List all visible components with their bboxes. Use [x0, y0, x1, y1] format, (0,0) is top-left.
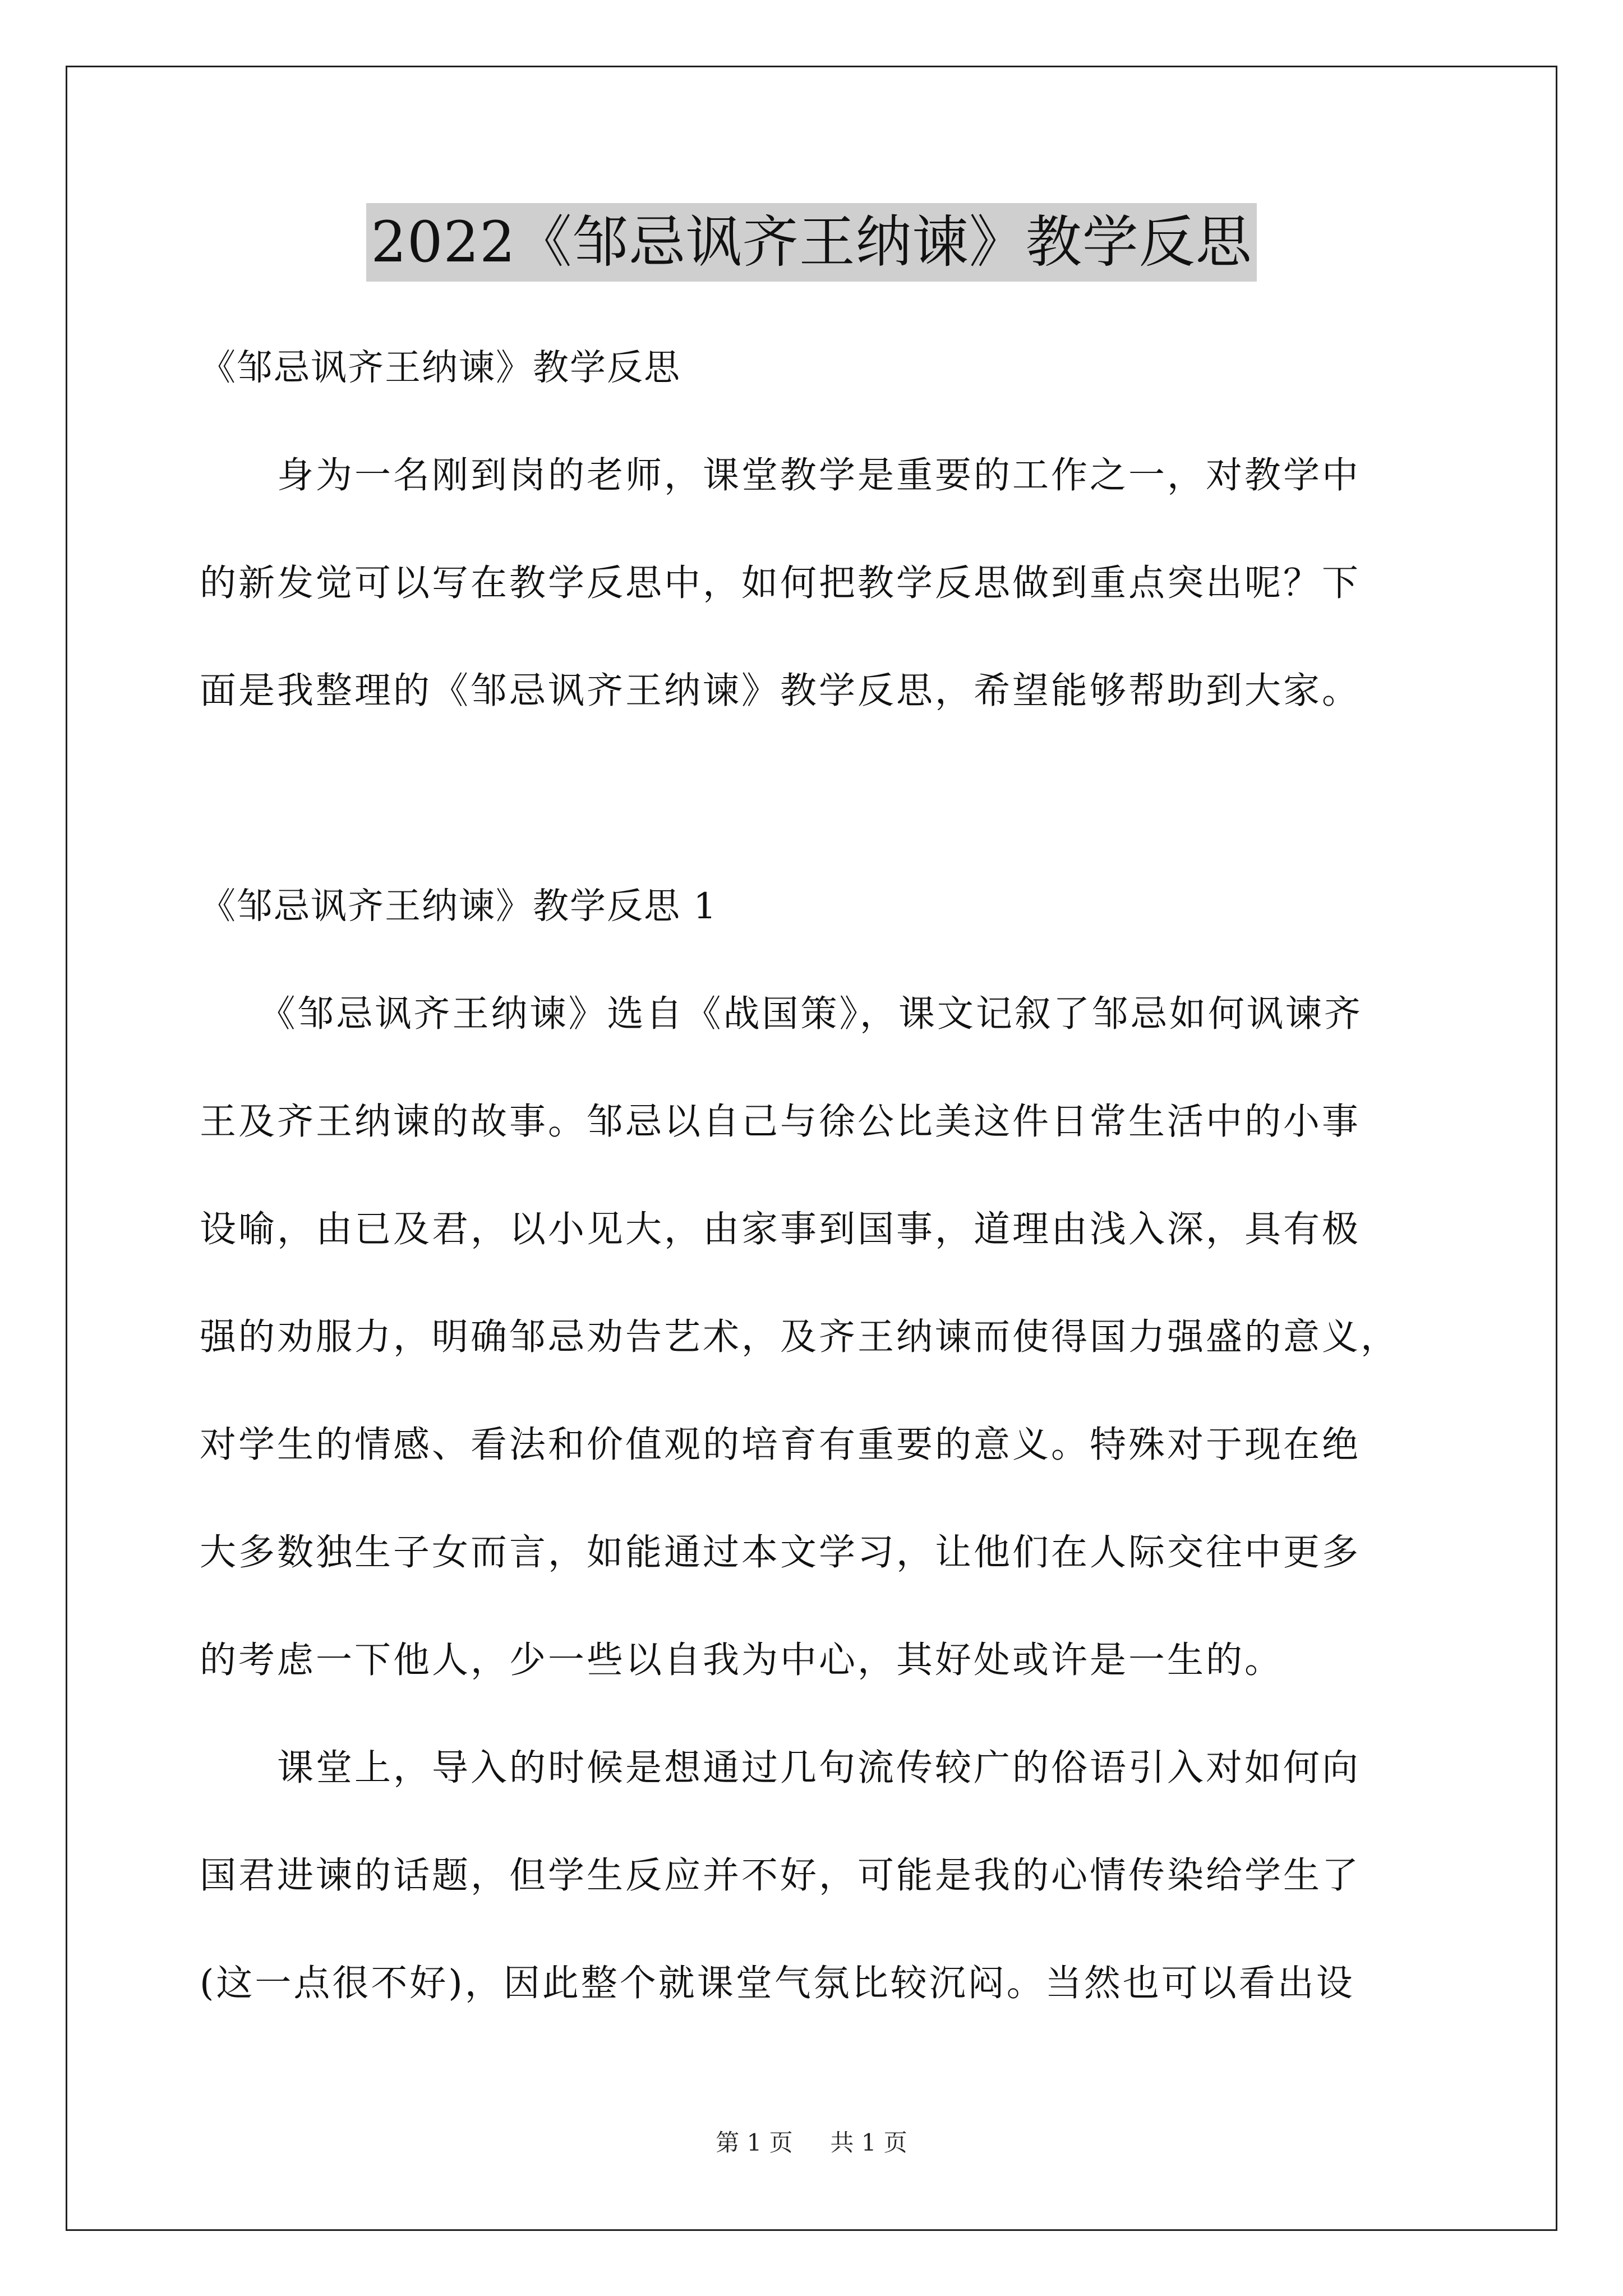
- page-number: 第 1 页: [716, 2129, 793, 2156]
- section-spacer: [200, 745, 1439, 853]
- intro-line: 面是我整理的《邹忌讽齐王纳谏》教学反思，希望能够帮助到大家。: [200, 670, 1361, 712]
- paragraph-line: 设喻，由已及君，以小见大，由家事到国事，道理由浅入深，具有极: [200, 1208, 1361, 1250]
- paragraph-line: 王及齐王纳谏的故事。邹忌以自己与徐公比美这件日常生活中的小事: [200, 1101, 1361, 1143]
- intro-line: 身为一名刚到岗的老师，课堂教学是重要的工作之一，对教学中: [200, 454, 1361, 496]
- document-body: [200, 314, 1439, 2037]
- total-pages: 共 1 页: [830, 2129, 907, 2156]
- paragraph-line: 的考虑一下他人，少一些以自我为中心，其好处或许是一生的。: [200, 1639, 1284, 1681]
- page-footer: [0, 2126, 1623, 2160]
- paragraph-line: 大多数独生子女而言，如能通过本文学习，让他们在人际交往中更多: [200, 1531, 1361, 1573]
- document-title: 2022《邹忌讽齐王纳谏》教学反思: [366, 203, 1257, 282]
- paragraph-line: 课堂上，导入的时候是想通过几句流传较广的俗语引入对如何向: [200, 1747, 1361, 1789]
- section-heading: 《邹忌讽齐王纳谏》教学反思 1: [200, 886, 718, 927]
- paragraph-line: (这一点很不好)，因此整个就课堂气氛比较沉闷。当然也可以看出设: [200, 1962, 1355, 2004]
- paragraph-line: 强的劝服力，明确邹忌劝告艺术，及齐王纳谏而使得国力强盛的意义，: [200, 1316, 1400, 1358]
- document-subtitle: 《邹忌讽齐王纳谏》教学反思: [200, 347, 681, 389]
- paragraph-line: 国君进谏的话题，但学生反应并不好，可能是我的心情传染给学生了: [200, 1855, 1361, 1897]
- paragraph-line: 《邹忌讽齐王纳谏》选自《战国策》，课文记叙了邹忌如何讽谏齐: [200, 993, 1363, 1035]
- title-container: [0, 203, 1623, 282]
- paragraph-line: 对学生的情感、看法和价值观的培育有重要的意义。特殊对于现在绝: [200, 1424, 1361, 1466]
- intro-line: 的新发觉可以写在教学反思中，如何把教学反思做到重点突出呢？下: [200, 562, 1361, 604]
